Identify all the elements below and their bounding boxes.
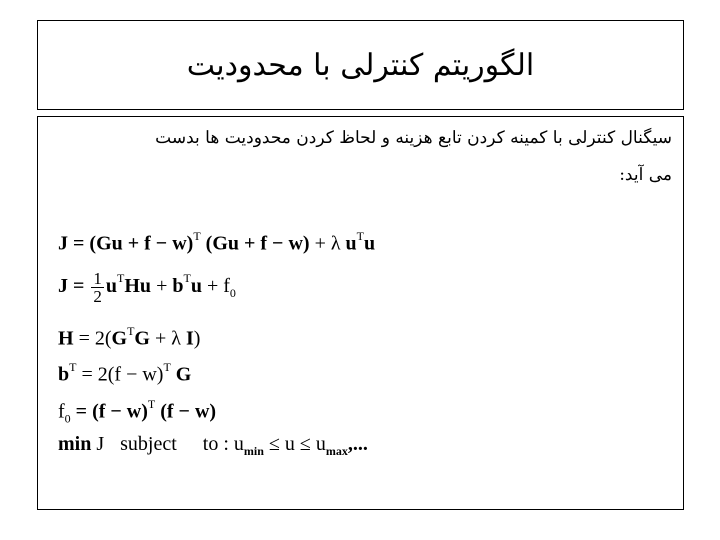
eq6-sub-max: max bbox=[325, 444, 348, 458]
eq3-g1: G bbox=[111, 327, 128, 350]
eq2-sub-f: 0 bbox=[229, 286, 236, 301]
eq5-rest: (f − w) bbox=[155, 400, 217, 423]
paragraph-line-2: می آید: bbox=[619, 165, 672, 185]
eq1-u1: u bbox=[345, 232, 357, 255]
eq3-eq: = 2( bbox=[73, 327, 112, 350]
paragraph-line-1: سیگنال کنترلی با کمینه کردن تابع هزینه و لحاظ کردن محدودیت ها بدست bbox=[155, 128, 672, 148]
eq6-tail: ,... bbox=[347, 433, 368, 455]
eq1-sup-a: T bbox=[193, 229, 201, 243]
eq6-sub-min: min bbox=[243, 444, 264, 458]
eq2-sup-u: T bbox=[117, 271, 125, 286]
eq2-fraction bbox=[91, 270, 104, 305]
eq1-term-a: (Gu + f − w) bbox=[89, 232, 194, 255]
eq2-plus2: + f bbox=[201, 275, 230, 298]
eq3-sup-g: T bbox=[127, 324, 135, 338]
eq2-u: u bbox=[105, 275, 118, 298]
eq6-j: J bbox=[91, 433, 105, 455]
eq1-sup-u: T bbox=[356, 229, 365, 243]
eq2-numerator: 1 bbox=[93, 269, 102, 288]
eq3-plus: + λ bbox=[149, 327, 186, 350]
eq1-term-b: (Gu + f − w) bbox=[200, 232, 310, 255]
equation-hessian bbox=[58, 324, 201, 350]
eq1-lhs: J = bbox=[58, 232, 90, 255]
eq3-g2: G bbox=[134, 327, 150, 350]
eq2-b: b bbox=[172, 275, 184, 298]
eq2-hu: Hu bbox=[124, 275, 152, 298]
eq2-u2: u bbox=[190, 275, 202, 298]
eq6-min: min bbox=[58, 433, 92, 455]
eq4-sup-b: T bbox=[69, 360, 77, 374]
eq4-sup-t: T bbox=[163, 360, 171, 374]
eq5-eq: = (f − w) bbox=[70, 400, 148, 423]
eq3-i: I bbox=[185, 327, 194, 350]
eq1-u2: u bbox=[364, 232, 376, 255]
eq5-sup-t: T bbox=[147, 397, 156, 411]
eq6-subject: subject bbox=[120, 433, 177, 455]
eq2-denominator: 2 bbox=[93, 287, 102, 306]
eq2-plus1: + bbox=[151, 275, 173, 298]
eq4-eq: = 2(f − w) bbox=[76, 363, 164, 386]
eq4-g: G bbox=[170, 363, 192, 386]
eq3-h: H bbox=[58, 327, 74, 350]
eq3-close: ) bbox=[193, 327, 201, 350]
equation-constant-term bbox=[58, 397, 217, 426]
slide-title: الگوریتم کنترلی با محدودیت bbox=[186, 47, 535, 83]
eq1-plus: + λ bbox=[309, 232, 346, 255]
eq2-sup-b: T bbox=[183, 271, 191, 286]
equation-quadratic-form bbox=[58, 270, 236, 305]
eq5-f: f bbox=[58, 400, 65, 423]
equation-cost-function bbox=[58, 229, 376, 255]
eq4-b: b bbox=[58, 363, 70, 386]
eq6-mid: ≤ u ≤ u bbox=[263, 433, 326, 455]
equation-linear-term bbox=[58, 360, 192, 386]
eq5-sub-f: 0 bbox=[64, 411, 71, 426]
eq2-lhs: J = bbox=[58, 275, 90, 298]
equation-constraint bbox=[58, 434, 368, 457]
eq6-to: to : u bbox=[202, 433, 244, 455]
